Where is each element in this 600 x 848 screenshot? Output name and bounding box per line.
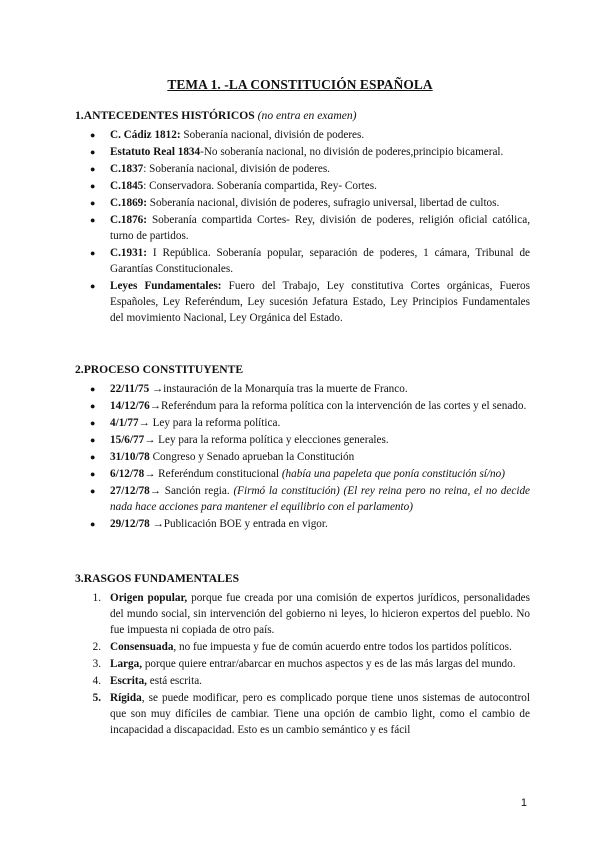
item-text: → Sanción regia. — [149, 485, 234, 497]
item-term: 14/12/76 — [110, 400, 150, 412]
item-term: 27/12/78 — [110, 485, 150, 497]
list-item — [75, 415, 530, 431]
section-heading — [75, 571, 530, 587]
bullet-icon: ● — [90, 384, 96, 394]
bullet-icon: ● — [90, 181, 96, 191]
list-item — [75, 178, 530, 194]
list-item — [75, 161, 530, 177]
bullet-icon: ● — [90, 198, 96, 208]
list-item — [75, 278, 530, 326]
item-term: Consensuada — [110, 641, 174, 653]
item-term: Origen popular, — [110, 592, 188, 604]
list-item — [75, 639, 530, 655]
item-term: Escrita, — [110, 675, 147, 687]
bullet-icon: ● — [90, 469, 96, 479]
bullet-icon: ● — [90, 452, 96, 462]
page-number: 1 — [520, 797, 527, 809]
item-term: 15/6/77 — [110, 434, 145, 446]
list-item — [75, 398, 530, 414]
item-text: , se puede modificar, pero es complicado porque tiene unos sistemas de autocontrol que son muy difíciles de cambiar. Tiene una opción de cambio light, como el cambio de incapacidad a discapacidad. Esto es un cambio semántico y es fácil — [110, 692, 530, 736]
item-number: 1. — [92, 592, 101, 604]
item-text: Soberanía compartida Cortes- Rey, división de poderes, religión oficial católica, turno de partidos. — [110, 214, 530, 242]
list-item — [75, 212, 530, 244]
list-item — [75, 449, 530, 465]
item-number: 2. — [92, 641, 101, 653]
item-term: 22/11/75 — [110, 383, 150, 395]
bullet-icon: ● — [90, 519, 96, 529]
item-term: 31/10/78 — [110, 451, 150, 463]
item-term: C.1837 — [110, 163, 144, 175]
item-text: → Ley para la reforma política y elecciones generales. — [144, 434, 389, 446]
item-term: C.1845 — [110, 180, 144, 192]
item-term: C.1876: — [110, 214, 147, 226]
item-term: 29/12/78 — [110, 518, 150, 530]
item-term: Rígida — [110, 692, 142, 704]
item-term: Estatuto Real 1834 — [110, 146, 201, 158]
item-text: → Referéndum constitucional — [144, 468, 282, 480]
list-item — [75, 483, 530, 515]
item-text: está escrita. — [146, 675, 202, 687]
bullet-icon: ● — [90, 130, 96, 140]
bullet-icon: ● — [90, 147, 96, 157]
item-term: C.1931: — [110, 247, 147, 259]
list-item — [75, 516, 530, 532]
list-item — [75, 590, 530, 638]
item-text: , no fue impuesta y fue de común acuerdo entre todos los partidos políticos. — [173, 641, 512, 653]
section-title: 3.RASGOS FUNDAMENTALES — [75, 572, 240, 585]
section-note: (no entra en examen) — [257, 109, 357, 122]
item-number: 3. — [92, 658, 101, 670]
page-title: TEMA 1. -LA CONSTITUCIÓN ESPAÑOLA — [167, 77, 433, 92]
item-text: : Conservadora. Soberanía compartida, Rey- Cortes. — [143, 180, 377, 192]
item-term: 4/1/77 — [110, 417, 139, 429]
section-rasgos-fundamentales — [75, 571, 530, 739]
item-text: →Publicación BOE y entrada en vigor. — [149, 518, 328, 530]
list-item — [75, 381, 530, 397]
item-text: →Referéndum para la reforma política con la intervención de las cortes y el senado. — [149, 400, 527, 412]
item-note: (Firmó la constitución) (El rey reina pero no reina, el no decide nada hace acciones para mantener el equilibrio con el parlamento) — [110, 485, 530, 513]
bullet-icon: ● — [90, 486, 96, 496]
list-item — [75, 144, 530, 160]
item-text: porque quiere entrar/abarcar en muchos aspectos y es de las más largas del mundo. — [142, 658, 516, 670]
list-item — [75, 690, 530, 738]
item-term: C.1869: — [110, 197, 147, 209]
bullet-list — [75, 127, 530, 326]
item-number: 5. — [92, 692, 101, 704]
item-term: 6/12/78 — [110, 468, 145, 480]
bullet-icon: ● — [90, 418, 96, 428]
list-item — [75, 673, 530, 689]
bullet-icon: ● — [90, 435, 96, 445]
list-item — [75, 245, 530, 277]
section-antecedentes — [75, 108, 530, 327]
list-item — [75, 195, 530, 211]
section-proceso-constituyente — [75, 362, 530, 533]
bullet-icon: ● — [90, 248, 96, 258]
section-heading — [75, 362, 530, 378]
list-item — [75, 127, 530, 143]
item-text: Congreso y Senado aprueban la Constitución — [149, 451, 355, 463]
item-text: Fuero del Trabajo, Ley constitutiva Cortes orgánicas, Fueros Españoles, Ley Referéndum, Ley sucesión Jefatura Estado, Ley Principios Fundamentales del movimiento Nacional, Ley Orgánica del Estado. — [110, 280, 530, 324]
bullet-icon: ● — [90, 281, 96, 291]
bullet-icon: ● — [90, 401, 96, 411]
item-text: → Ley para la reforma política. — [138, 417, 281, 429]
bullet-list — [75, 381, 530, 532]
numbered-list — [75, 590, 530, 738]
item-number: 4. — [92, 675, 101, 687]
item-term: Larga, — [110, 658, 143, 670]
item-text: Soberanía nacional, división de poderes. — [180, 129, 365, 141]
item-term: C. Cádiz 1812: — [110, 129, 181, 141]
section-heading — [75, 108, 530, 124]
item-term: Leyes Fundamentales: — [110, 280, 222, 292]
list-item — [75, 466, 530, 482]
item-note: (había una papeleta que ponía constitución sí/no) — [281, 468, 505, 480]
section-title: 1.ANTECEDENTES HISTÓRICOS — [75, 109, 255, 122]
bullet-icon: ● — [90, 215, 96, 225]
list-item — [75, 656, 530, 672]
item-text: →instauración de la Monarquía tras la muerte de Franco. — [149, 383, 408, 395]
item-text: -No soberanía nacional, no división de poderes,principio bicameral. — [200, 146, 504, 158]
item-text: Soberanía nacional, división de poderes, sufragio universal, libertad de cultos. — [146, 197, 500, 209]
item-text: porque fue creada por una comisión de expertos jurídicos, personalidades del mundo social, sin intervención del gobierno ni leyes, lo hicieron expertos del pueblo. No fue impuesta ni copiada de otro país. — [110, 592, 530, 636]
item-text: : Soberanía nacional, división de poderes. — [143, 163, 330, 175]
list-item — [75, 432, 530, 448]
item-text: I República. Soberanía popular, separación de poderes, 1 cámara, Tribunal de Garantías Constitucionales. — [110, 247, 530, 275]
bullet-icon: ● — [90, 164, 96, 174]
section-title: 2.PROCESO CONSTITUYENTE — [75, 363, 244, 376]
